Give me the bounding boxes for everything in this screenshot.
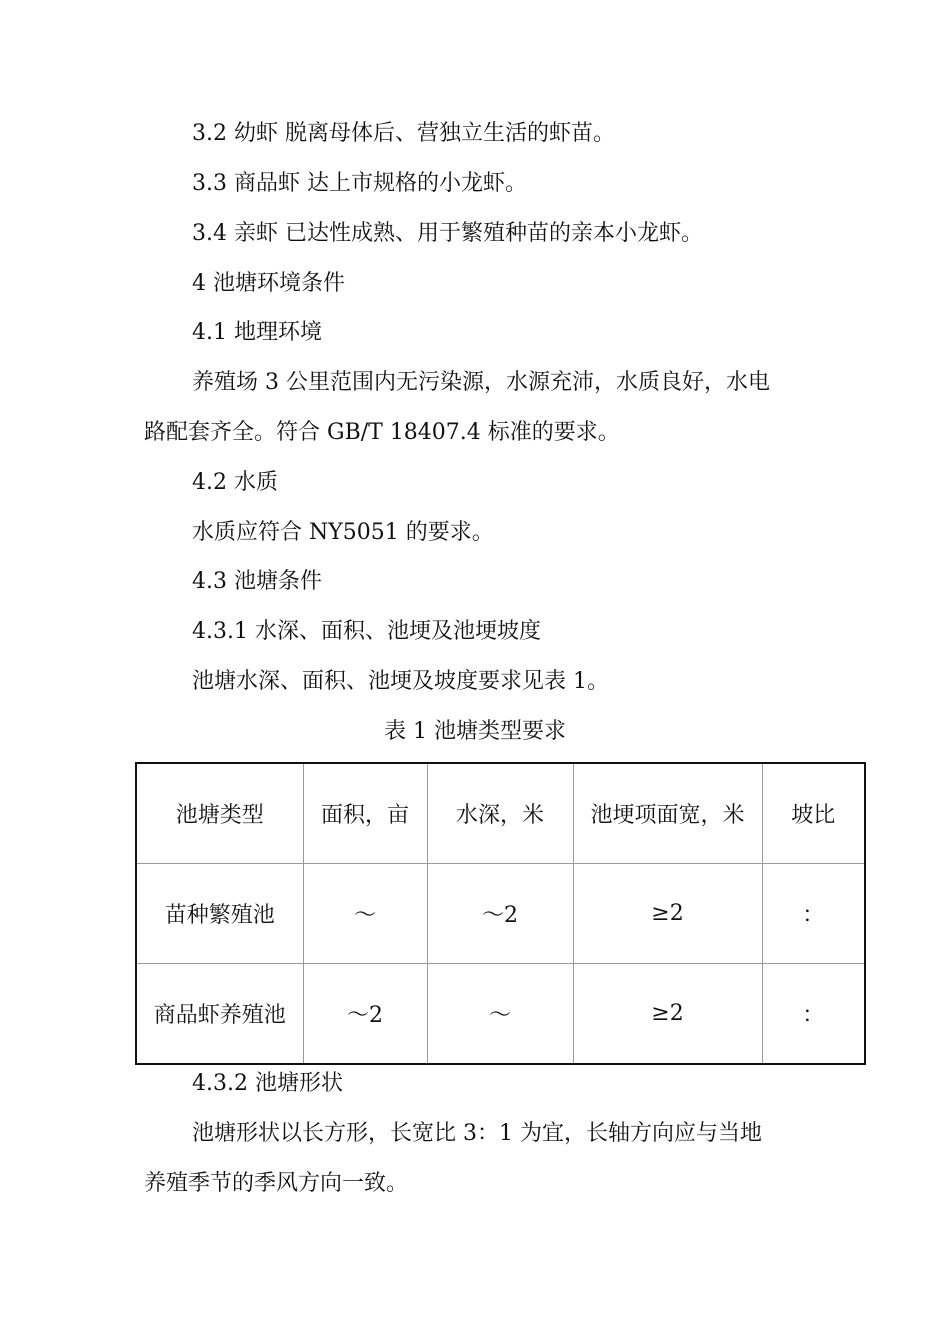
- header-cell-area: 面积，亩: [303, 763, 427, 864]
- header-cell-pond-type: 池塘类型: [136, 763, 303, 864]
- paragraph-4-3-2-line2: 养殖季节的季风方向一致。: [144, 1171, 409, 1196]
- paragraph-4-1-line2: 路配套齐全。符合 GB/T 18407.4 标准的要求。: [144, 420, 620, 445]
- table-cell: 苗种繁殖池: [136, 864, 303, 964]
- paragraph-3-4: 3.4 亲虾 已达性成熟、用于繁殖种苗的亲本小龙虾。: [192, 221, 703, 246]
- table-caption: 表 1 池塘类型要求: [384, 719, 566, 744]
- heading-4: 4 池塘环境条件: [192, 271, 345, 296]
- table-cell: ～2: [303, 964, 427, 1065]
- table-row: [136, 964, 865, 1065]
- pond-requirements-table: [135, 762, 866, 1065]
- paragraph-4-1-line1: 养殖场 3 公里范围内无污染源，水源充沛，水质良好，水电: [192, 370, 770, 395]
- table-cell: ≥2: [573, 864, 762, 964]
- heading-4-1: 4.1 地理环境: [192, 320, 322, 345]
- heading-4-3: 4.3 池塘条件: [192, 569, 322, 594]
- table-cell: ～: [427, 964, 573, 1065]
- heading-4-2: 4.2 水质: [192, 470, 278, 495]
- table-cell: ：: [762, 964, 865, 1065]
- table-cell: 商品虾养殖池: [136, 964, 303, 1065]
- header-cell-depth: 水深，米: [427, 763, 573, 864]
- table-cell: ：: [762, 864, 865, 964]
- table-cell: ～2: [427, 864, 573, 964]
- paragraph-4-2: 水质应符合 NY5051 的要求。: [192, 520, 494, 545]
- header-cell-ridge-width: 池埂项面宽，米: [573, 763, 762, 864]
- heading-4-3-2: 4.3.2 池塘形状: [192, 1071, 343, 1096]
- paragraph-4-3-2-line1: 池塘形状以长方形，长宽比 3：1 为宜，长轴方向应与当地: [192, 1121, 762, 1146]
- heading-4-3-1: 4.3.1 水深、面积、池埂及池埂坡度: [192, 619, 541, 644]
- paragraph-3-3: 3.3 商品虾 达上市规格的小龙虾。: [192, 171, 527, 196]
- header-cell-slope: 坡比: [762, 763, 865, 864]
- paragraph-4-3-1: 池塘水深、面积、池埂及坡度要求见表 1。: [192, 669, 609, 694]
- table-row: [136, 864, 865, 964]
- paragraph-3-2: 3.2 幼虾 脱离母体后、营独立生活的虾苗。: [192, 121, 615, 146]
- table-cell: ≥2: [573, 964, 762, 1065]
- table-header-row: [136, 763, 865, 864]
- table-cell: ～: [303, 864, 427, 964]
